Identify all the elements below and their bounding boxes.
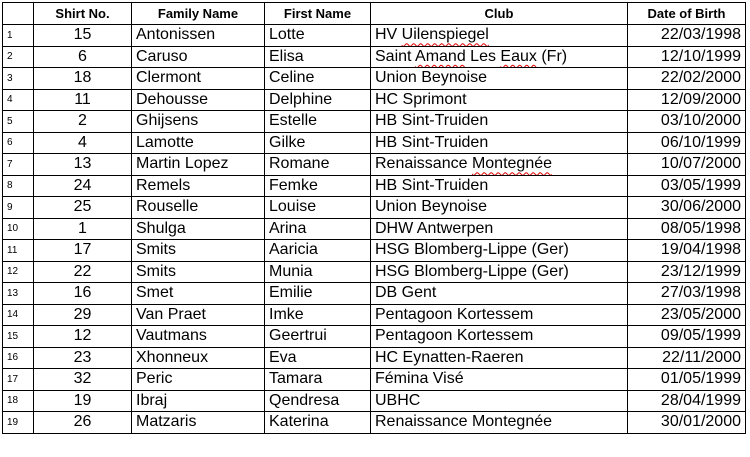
shirt-number: 16 xyxy=(34,283,132,305)
club-name: HSG Blomberg-Lippe (Ger) xyxy=(371,261,628,283)
date-of-birth: 22/02/2000 xyxy=(628,68,746,90)
club-name: Union Beynoise xyxy=(371,197,628,219)
family-name: Smits xyxy=(132,240,265,262)
first-name: Louise xyxy=(265,197,371,219)
row-index: 17 xyxy=(3,369,34,391)
shirt-number: 32 xyxy=(34,369,132,391)
shirt-number: 19 xyxy=(34,390,132,412)
family-name: Van Praet xyxy=(132,304,265,326)
club-name: HB Sint-Truiden xyxy=(371,111,628,133)
shirt-number: 2 xyxy=(34,111,132,133)
first-name: Lotte xyxy=(265,25,371,47)
header-first-name: First Name xyxy=(265,3,371,25)
table-row xyxy=(3,283,746,305)
shirt-number: 25 xyxy=(34,197,132,219)
date-of-birth: 23/12/1999 xyxy=(628,261,746,283)
row-index: 1 xyxy=(3,25,34,47)
table-row xyxy=(3,347,746,369)
first-name: Elisa xyxy=(265,46,371,68)
first-name: Imke xyxy=(265,304,371,326)
club-name-misspelled: Montegnée xyxy=(471,155,553,173)
date-of-birth: 03/10/2000 xyxy=(628,111,746,133)
table-row xyxy=(3,132,746,154)
first-name: Aaricia xyxy=(265,240,371,262)
family-name: Lamotte xyxy=(132,132,265,154)
club-name: Fémina Visé xyxy=(371,369,628,391)
club-name: Renaissance Montegnée xyxy=(371,154,628,176)
first-name: Qendresa xyxy=(265,390,371,412)
family-name: Clermont xyxy=(132,68,265,90)
row-index: 9 xyxy=(3,197,34,219)
shirt-number: 23 xyxy=(34,347,132,369)
club-name: Pentagoon Kortessem xyxy=(371,304,628,326)
header-index xyxy=(3,3,34,25)
first-name: Emilie xyxy=(265,283,371,305)
date-of-birth: 23/05/2000 xyxy=(628,304,746,326)
row-index: 10 xyxy=(3,218,34,240)
shirt-number: 1 xyxy=(34,218,132,240)
shirt-number: 11 xyxy=(34,89,132,111)
club-name-misspelled: Uilenspiegel xyxy=(401,26,489,44)
club-name: HC Eynatten-Raeren xyxy=(371,347,628,369)
row-index: 11 xyxy=(3,240,34,262)
date-of-birth: 01/05/1999 xyxy=(628,369,746,391)
table-row xyxy=(3,46,746,68)
roster-table xyxy=(2,2,746,434)
family-name: Ghijsens xyxy=(132,111,265,133)
shirt-number: 4 xyxy=(34,132,132,154)
date-of-birth: 19/04/1998 xyxy=(628,240,746,262)
first-name: Celine xyxy=(265,68,371,90)
club-name: DHW Antwerpen xyxy=(371,218,628,240)
club-name: Pentagoon Kortessem xyxy=(371,326,628,348)
family-name: Xhonneux xyxy=(132,347,265,369)
date-of-birth: 30/01/2000 xyxy=(628,412,746,434)
first-name: Romane xyxy=(265,154,371,176)
date-of-birth: 22/11/2000 xyxy=(628,347,746,369)
club-name: UBHC xyxy=(371,390,628,412)
shirt-number: 17 xyxy=(34,240,132,262)
family-name: Smits xyxy=(132,261,265,283)
header-club: Club xyxy=(371,3,628,25)
first-name: Geertrui xyxy=(265,326,371,348)
club-name: Renaissance Montegnée xyxy=(371,412,628,434)
family-name: Peric xyxy=(132,369,265,391)
row-index: 5 xyxy=(3,111,34,133)
club-name-misspelled: Eaux xyxy=(500,47,537,65)
date-of-birth: 28/04/1999 xyxy=(628,390,746,412)
table-row xyxy=(3,412,746,434)
first-name: Gilke xyxy=(265,132,371,154)
date-of-birth: 03/05/1999 xyxy=(628,175,746,197)
shirt-number: 24 xyxy=(34,175,132,197)
family-name: Dehousse xyxy=(132,89,265,111)
table-row xyxy=(3,25,746,47)
date-of-birth: 27/03/1998 xyxy=(628,283,746,305)
date-of-birth: 22/03/1998 xyxy=(628,25,746,47)
table-row xyxy=(3,261,746,283)
row-index: 18 xyxy=(3,390,34,412)
first-name: Arina xyxy=(265,218,371,240)
shirt-number: 13 xyxy=(34,154,132,176)
family-name: Caruso xyxy=(132,46,265,68)
shirt-number: 22 xyxy=(34,261,132,283)
row-index: 16 xyxy=(3,347,34,369)
header-shirt-no: Shirt No. xyxy=(34,3,132,25)
date-of-birth: 30/06/2000 xyxy=(628,197,746,219)
family-name: Matzaris xyxy=(132,412,265,434)
row-index: 13 xyxy=(3,283,34,305)
family-name: Vautmans xyxy=(132,326,265,348)
family-name: Ibraj xyxy=(132,390,265,412)
table-row xyxy=(3,154,746,176)
first-name: Estelle xyxy=(265,111,371,133)
table-row xyxy=(3,111,746,133)
family-name: Martin Lopez xyxy=(132,154,265,176)
club-name: Saint Amand Les Eaux (Fr) xyxy=(371,46,628,68)
club-name: Union Beynoise xyxy=(371,68,628,90)
date-of-birth: 12/10/1999 xyxy=(628,46,746,68)
club-name: HC Sprimont xyxy=(371,89,628,111)
header-date-of-birth: Date of Birth xyxy=(628,3,746,25)
table-row xyxy=(3,390,746,412)
table-row xyxy=(3,175,746,197)
family-name: Smet xyxy=(132,283,265,305)
row-index: 8 xyxy=(3,175,34,197)
row-index: 7 xyxy=(3,154,34,176)
row-index: 15 xyxy=(3,326,34,348)
family-name: Rouselle xyxy=(132,197,265,219)
table-row xyxy=(3,304,746,326)
table-row xyxy=(3,89,746,111)
table-row xyxy=(3,326,746,348)
row-index: 14 xyxy=(3,304,34,326)
header-family-name: Family Name xyxy=(132,3,265,25)
row-index: 2 xyxy=(3,46,34,68)
club-name: HB Sint-Truiden xyxy=(371,132,628,154)
club-name: HB Sint-Truiden xyxy=(371,175,628,197)
club-name-misspelled: Amand xyxy=(415,47,466,65)
table-row xyxy=(3,369,746,391)
shirt-number: 26 xyxy=(34,412,132,434)
first-name: Eva xyxy=(265,347,371,369)
shirt-number: 29 xyxy=(34,304,132,326)
club-name: DB Gent xyxy=(371,283,628,305)
shirt-number: 15 xyxy=(34,25,132,47)
header-row xyxy=(3,3,746,25)
row-index: 3 xyxy=(3,68,34,90)
date-of-birth: 06/10/1999 xyxy=(628,132,746,154)
row-index: 6 xyxy=(3,132,34,154)
row-index: 19 xyxy=(3,412,34,434)
row-index: 12 xyxy=(3,261,34,283)
club-name: HSG Blomberg-Lippe (Ger) xyxy=(371,240,628,262)
first-name: Munia xyxy=(265,261,371,283)
date-of-birth: 12/09/2000 xyxy=(628,89,746,111)
shirt-number: 6 xyxy=(34,46,132,68)
family-name: Remels xyxy=(132,175,265,197)
date-of-birth: 09/05/1999 xyxy=(628,326,746,348)
first-name: Delphine xyxy=(265,89,371,111)
table-row xyxy=(3,68,746,90)
shirt-number: 18 xyxy=(34,68,132,90)
table-row xyxy=(3,197,746,219)
row-index: 4 xyxy=(3,89,34,111)
date-of-birth: 08/05/1998 xyxy=(628,218,746,240)
first-name: Katerina xyxy=(265,412,371,434)
table-row xyxy=(3,240,746,262)
family-name: Shulga xyxy=(132,218,265,240)
table-row xyxy=(3,218,746,240)
club-name: HV Uilenspiegel xyxy=(371,25,628,47)
first-name: Femke xyxy=(265,175,371,197)
date-of-birth: 10/07/2000 xyxy=(628,154,746,176)
first-name: Tamara xyxy=(265,369,371,391)
family-name: Antonissen xyxy=(132,25,265,47)
shirt-number: 12 xyxy=(34,326,132,348)
